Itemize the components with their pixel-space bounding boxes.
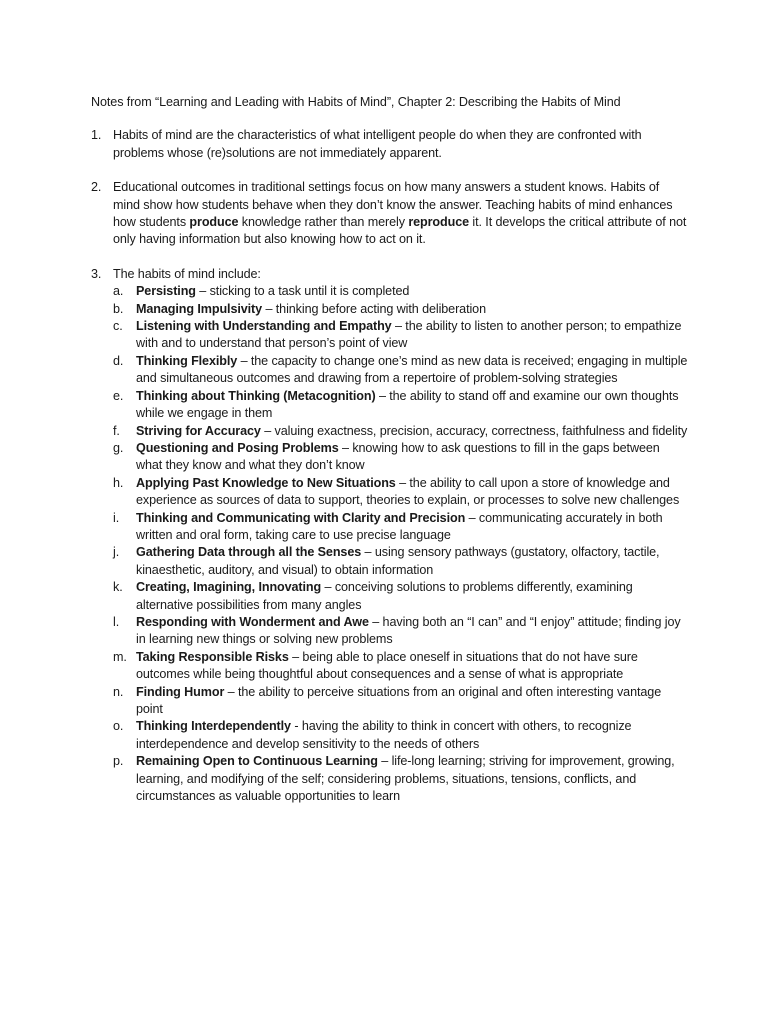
- habit-item: [113, 283, 688, 300]
- habit-item: [113, 475, 688, 510]
- list-item-text: [113, 179, 688, 249]
- text-run: knowledge rather than merely: [238, 215, 409, 230]
- habit-text: [136, 475, 688, 510]
- habit-letter: c.: [113, 319, 123, 334]
- habit-item: [113, 614, 688, 649]
- habit-letter: l.: [113, 614, 120, 629]
- habit-description: – communicating accurately in both written and oral form, taking care to use precise language: [136, 510, 663, 542]
- habit-term: Finding Humor: [136, 684, 225, 699]
- habit-description: – being able to place oneself in situations that do not have sure outcomes while being thoughtful about consequences and a sense of what is appropriate: [136, 649, 638, 682]
- habit-item: [113, 353, 688, 388]
- habit-term: Taking Responsible Risks: [136, 649, 289, 664]
- habit-letter: a.: [113, 284, 124, 299]
- habit-description: – life-long learning; striving for improvement, growing, learning, and modifying of the self; considering problems, situations, tensions, conflicts, and circumstances as valuable opportunities to learn: [136, 754, 675, 804]
- habit-item: [113, 388, 688, 423]
- habit-text: [136, 353, 688, 388]
- habit-description: – the capacity to change one’s mind as new data is received; engaging in multiple and simultaneous outcomes and drawing from a repertoire of problem-solving strategies: [136, 353, 688, 386]
- habit-term: Remaining Open to Continuous Learning: [136, 754, 378, 769]
- habit-description: – the ability to listen to another person; to empathize with and to understand that person’s point of view: [136, 319, 682, 351]
- habit-letter: n.: [113, 684, 124, 699]
- habit-letter: j.: [113, 545, 120, 560]
- habit-text: [136, 544, 688, 579]
- habit-item: [113, 753, 688, 805]
- habit-description: – knowing how to ask questions to fill in the gaps between what they know and what they don’t know: [136, 440, 660, 473]
- habit-item: [113, 423, 688, 440]
- habit-term: Applying Past Knowledge to New Situations: [136, 475, 396, 490]
- list-item: [91, 266, 688, 806]
- habit-description: – the ability to call upon a store of knowledge and experience as sources of data to support, theories to explain, or processes to solve new challenges: [136, 475, 680, 508]
- list-item: [91, 127, 688, 162]
- habit-description: - having the ability to think in concert with others, to recognize interdependence and develop sensitivity to the needs of others: [136, 719, 632, 751]
- habit-text: [136, 718, 688, 753]
- habit-text: [136, 423, 688, 440]
- habit-description: – the ability to perceive situations from an original and often interesting vantage point: [136, 684, 662, 716]
- habit-letter: d.: [113, 353, 124, 368]
- text-run: it. It develops the critical attribute of not only having information but also knowing how to act on it.: [113, 215, 687, 247]
- habit-text: [136, 579, 688, 614]
- habit-letter: e.: [113, 388, 124, 403]
- habit-term: Managing Impulsivity: [136, 301, 263, 316]
- habit-letter: o.: [113, 719, 124, 734]
- habit-text: [136, 318, 688, 353]
- habit-description: – the ability to stand off and examine our own thoughts while we engage in them: [136, 388, 679, 421]
- habit-item: [113, 440, 688, 475]
- habit-text: [136, 684, 688, 719]
- list-item-text: The habits of mind include:: [113, 266, 261, 281]
- habit-letter: m.: [113, 649, 127, 664]
- habit-item: [113, 684, 688, 719]
- habit-item: [113, 318, 688, 353]
- numbered-list: [91, 127, 688, 805]
- list-item-number: 1.: [91, 128, 102, 143]
- habit-item: [113, 544, 688, 579]
- habit-item: [113, 510, 688, 545]
- habit-letter: i.: [113, 510, 120, 525]
- habit-letter: p.: [113, 754, 124, 769]
- habit-letter: g.: [113, 440, 124, 455]
- habit-text: [136, 440, 688, 475]
- habit-item: [113, 301, 688, 318]
- list-item: [91, 179, 688, 249]
- habit-text: [136, 614, 688, 649]
- list-item-body: [113, 266, 688, 806]
- habit-letter: h.: [113, 475, 124, 490]
- habit-term: Responding with Wonderment and Awe: [136, 614, 369, 629]
- habit-term: Gathering Data through all the Senses: [136, 545, 362, 560]
- text-run: Educational outcomes in traditional settings focus on how many answers a student knows. Habits of mind show how students behave when they don’t know the answer. Teaching habits of mind enhances how students: [113, 180, 673, 230]
- habit-term: Questioning and Posing Problems: [136, 440, 339, 455]
- habit-term: Creating, Imagining, Innovating: [136, 580, 322, 595]
- habit-term: Listening with Understanding and Empathy: [136, 319, 392, 334]
- habit-term: Thinking Interdependently: [136, 719, 291, 734]
- habit-item: [113, 579, 688, 614]
- habit-description: – sticking to a task until it is completed: [195, 284, 410, 299]
- emphasis-produce: produce: [189, 215, 239, 230]
- habit-description: – conceiving solutions to problems differently, examining alternative possibilities from many angles: [136, 580, 633, 612]
- habit-text: [136, 510, 688, 545]
- habit-text: [136, 301, 688, 318]
- habit-letter: f.: [113, 423, 120, 438]
- habit-term: Thinking about Thinking (Metacognition): [136, 388, 376, 403]
- habit-description: – having both an “I can” and “I enjoy” attitude; finding joy in learning new things or solving new problems: [136, 614, 681, 647]
- habit-text: [136, 753, 688, 805]
- habit-text: [136, 283, 688, 300]
- habit-item: [113, 718, 688, 753]
- list-item-number: 3.: [91, 266, 102, 281]
- habit-item: [113, 649, 688, 684]
- habit-letter: k.: [113, 580, 123, 595]
- habit-text: [136, 649, 688, 684]
- emphasis-reproduce: reproduce: [408, 215, 469, 230]
- habit-description: – thinking before acting with deliberation: [262, 301, 486, 316]
- habit-description: – valuing exactness, precision, accuracy, correctness, faithfulness and fidelity: [260, 423, 688, 438]
- list-item-text: Habits of mind are the characteristics of what intelligent people do when they are confronted with problems whose (re)solutions are not immediately apparent.: [113, 128, 642, 160]
- habit-term: Striving for Accuracy: [136, 423, 261, 438]
- habits-list: [113, 283, 688, 805]
- habit-description: – using sensory pathways (gustatory, olfactory, tactile, kinaesthetic, auditory, and visual) to obtain information: [136, 545, 660, 577]
- list-item-number: 2.: [91, 180, 102, 195]
- habit-letter: b.: [113, 301, 124, 316]
- habit-term: Thinking Flexibly: [136, 353, 238, 368]
- habit-term: Thinking and Communicating with Clarity and Precision: [136, 510, 466, 525]
- habit-term: Persisting: [136, 284, 196, 299]
- document-title: Notes from “Learning and Leading with Habits of Mind”, Chapter 2: Describing the Habits of Mind: [91, 95, 621, 109]
- habit-text: [136, 388, 688, 423]
